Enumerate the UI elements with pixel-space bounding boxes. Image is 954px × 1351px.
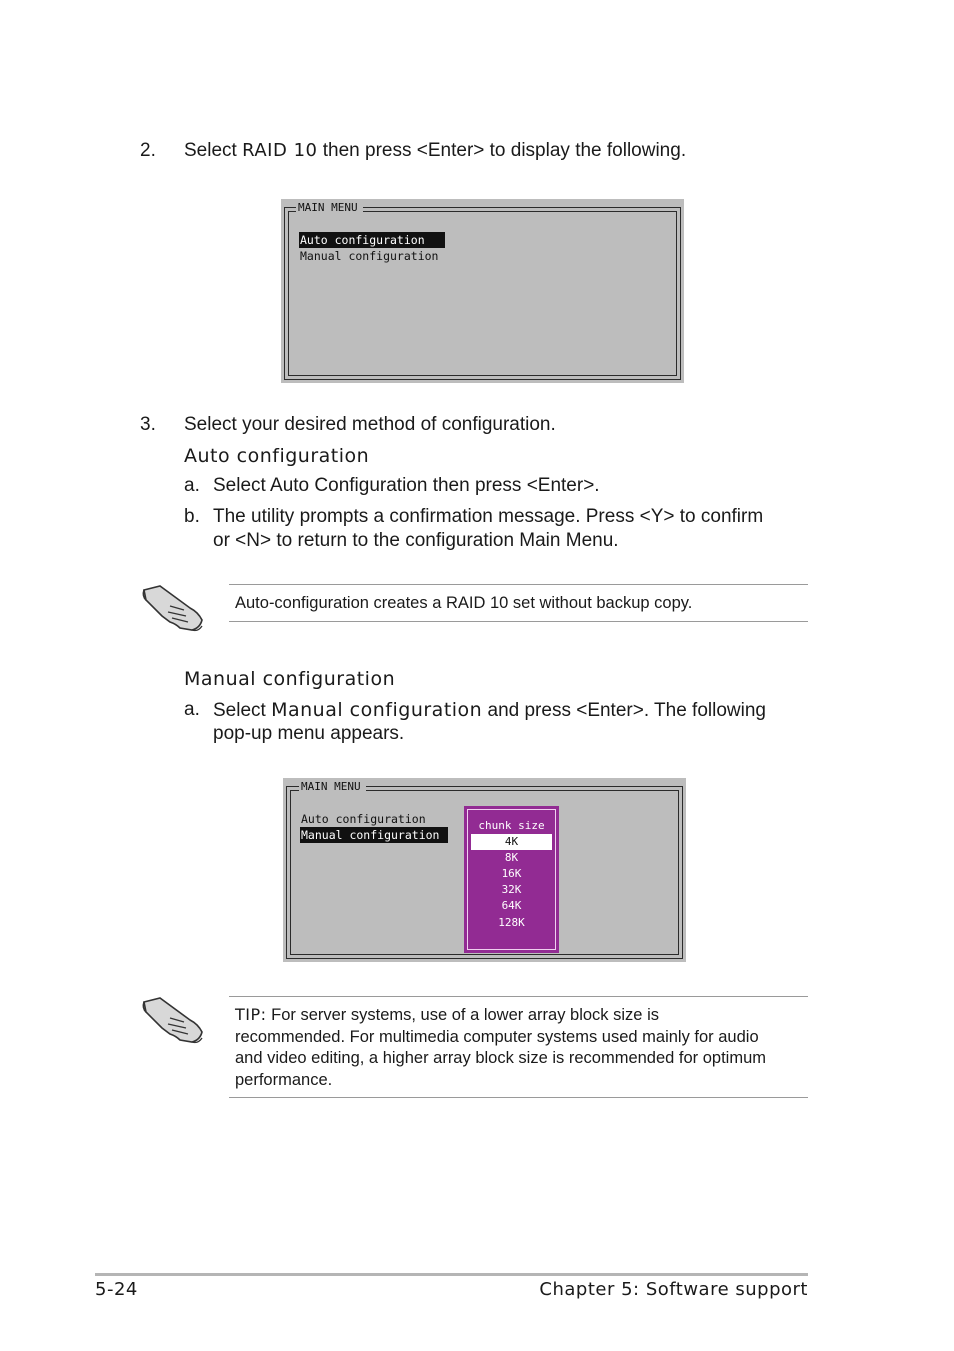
hand-note-icon — [140, 994, 206, 1046]
note-2-bottom-rule — [229, 1097, 808, 1098]
chunk-option-32k[interactable]: 32K — [501, 883, 522, 896]
step-3-text: Select your desired method of configuration. — [184, 414, 556, 435]
bios-menu-title: MAIN MENU — [299, 780, 366, 793]
menu-item-manual-configuration[interactable]: Manual configuration — [300, 827, 448, 843]
manual-a-pre: Select — [213, 700, 272, 721]
note-1-bottom-rule — [229, 621, 808, 622]
manual-a-line-2: pop-up menu appears. — [213, 723, 405, 744]
note-2-line-2: recommended. For multimedia computer systems used mainly for audio — [235, 1027, 759, 1046]
chunk-option-64k[interactable]: 64K — [501, 899, 522, 912]
auto-a-marker: a. — [184, 475, 200, 496]
chunk-size-popup — [464, 806, 559, 953]
note-1-top-rule — [229, 584, 808, 585]
manual-a-marker: a. — [184, 699, 200, 720]
auto-a-text: Select Auto Configuration then press <Enter>. — [213, 475, 600, 496]
footer-rule — [95, 1273, 808, 1276]
manual-a-post: and press <Enter>. The following — [482, 700, 766, 721]
chunk-option-4k[interactable]: 4K — [471, 834, 552, 850]
popup-title: chunk size — [478, 819, 545, 832]
step-2-pre: Select — [184, 140, 243, 161]
note-2-line-1 — [235, 1004, 766, 1027]
note-2-line-3: and video editing, a higher array block size is recommended for optimum — [235, 1049, 767, 1067]
auto-b-line-1: The utility prompts a confirmation message. Press <Y> to confirm — [213, 506, 764, 527]
auto-b-marker: b. — [184, 506, 200, 527]
menu-item-auto-configuration[interactable]: Auto configuration — [299, 232, 445, 248]
menu-item-auto-configuration[interactable]: Auto configuration — [301, 812, 426, 826]
manual-a-text — [213, 698, 766, 723]
chunk-option-16k[interactable]: 16K — [501, 867, 522, 880]
tip-label: TIP: — [235, 1005, 267, 1024]
footer-chapter-title: Chapter 5: Software support — [539, 1279, 808, 1300]
note-2-line-4: performance. — [235, 1070, 333, 1089]
auto-b-line-2: or <N> to return to the configuration Main Menu. — [213, 530, 619, 551]
manual-a-keyword: Manual configuration — [271, 699, 483, 721]
note-1-text: Auto-configuration creates a RAID 10 set without backup copy. — [235, 594, 693, 612]
note-2-text — [235, 1004, 766, 1091]
bios-screen-main-menu-2 — [283, 778, 686, 962]
footer-page-number: 5-24 — [95, 1279, 138, 1300]
step-3-number: 3. — [140, 414, 156, 435]
step-2-post: then press <Enter> to display the following. — [317, 140, 687, 161]
hand-note-icon — [140, 582, 206, 634]
chunk-option-128k[interactable]: 128K — [498, 916, 525, 929]
note-2-top-rule — [229, 996, 808, 997]
manual-config-heading: Manual configuration — [184, 668, 396, 690]
auto-config-heading: Auto configuration — [184, 445, 370, 467]
step-2-text — [184, 139, 686, 163]
chunk-option-8k[interactable]: 8K — [504, 851, 519, 864]
step-2-keyword: RAID 10 — [242, 140, 318, 161]
bios-screen-main-menu-1 — [281, 199, 684, 383]
step-2-number: 2. — [140, 140, 156, 161]
bios-menu-title: MAIN MENU — [296, 201, 363, 214]
note-2-line-1-text: For server systems, use of a lower array block size is — [266, 1006, 659, 1024]
menu-item-manual-configuration[interactable]: Manual configuration — [300, 249, 439, 263]
